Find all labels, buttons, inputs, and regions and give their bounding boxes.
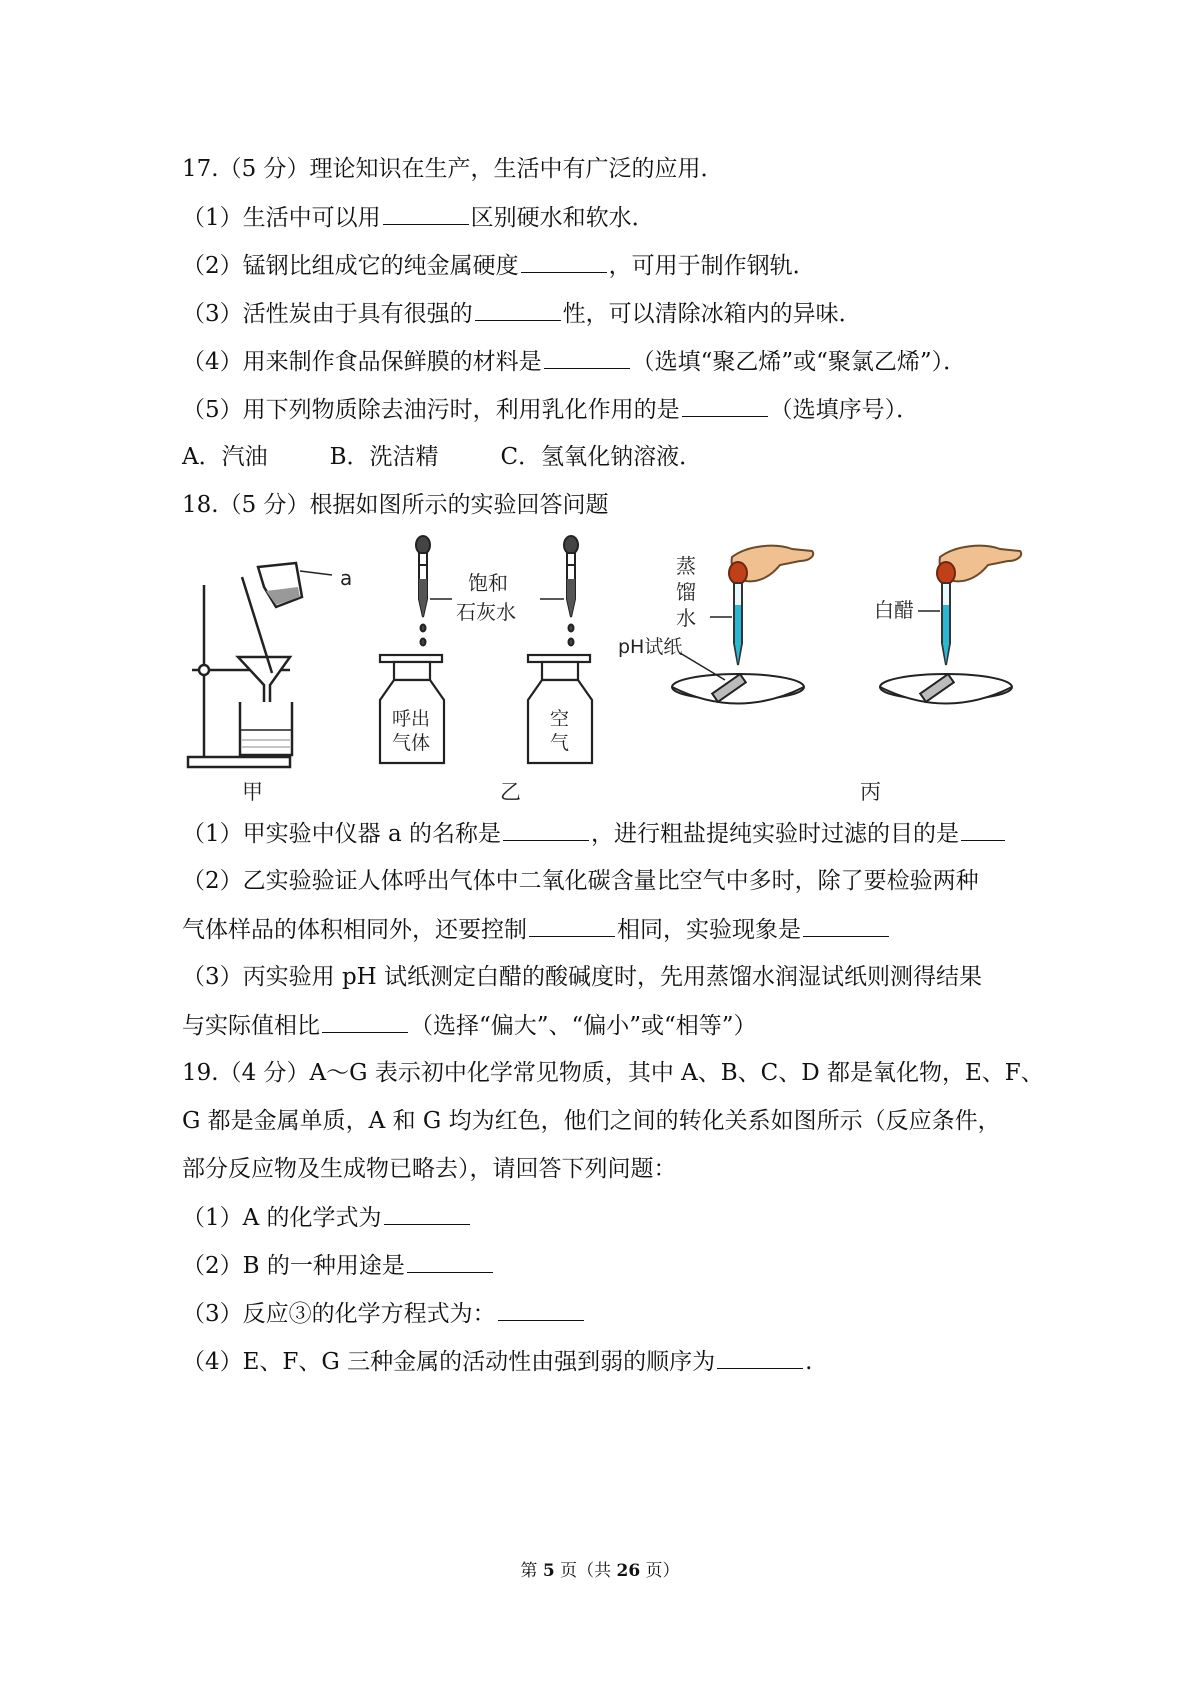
q19-item-2	[182, 1250, 495, 1281]
q18-item-3-text-a: 与实际值相比	[182, 1013, 320, 1039]
caption-jia: 甲	[242, 780, 263, 804]
answer-blank[interactable]	[407, 1250, 493, 1273]
q17-item-4-text-b: （选填“聚乙烯”或“聚氯乙烯”）．	[631, 349, 967, 375]
q17-item-3	[182, 298, 862, 329]
q17-options	[182, 442, 764, 472]
label-distilled-1: 蒸	[676, 554, 696, 578]
filtration-apparatus	[188, 563, 332, 767]
q18-item-3-text-b: （选择“偏大”、“偏小”或“相等”）	[410, 1013, 757, 1039]
q19-item-1-text: （1）A 的化学式为	[182, 1205, 382, 1231]
q18-item-3-line2	[182, 1010, 757, 1041]
q17-item-4-text-a: （4）用来制作食品保鲜膜的材料是	[182, 349, 542, 375]
q17-item-1-text-a: （1）生活中可以用	[182, 205, 381, 231]
q18-item-1-text-b: ，进行粗盐提纯实验时过滤的目的是	[590, 821, 959, 847]
q18-item-1	[182, 818, 1007, 849]
bottle-air-label-1: 空	[550, 708, 570, 730]
label-ph-paper: pH试纸	[618, 636, 683, 658]
answer-blank[interactable]	[498, 1298, 584, 1321]
q18-item-2-line1: （2）乙实验验证人体呼出气体中二氧化碳含量比空气中多时，除了要检验两种	[182, 868, 979, 894]
experiment-figure	[180, 535, 1040, 810]
q17-item-5-text-b: （选填序号）．	[769, 397, 920, 423]
page-footer	[0, 1556, 1200, 1581]
label-vinegar: 白醋	[874, 598, 914, 622]
q19-line1: 19.（4 分）A～G 表示初中化学常见物质，其中 A、B、C、D 都是氧化物，E、F、	[182, 1060, 1044, 1086]
q19-item-1	[182, 1202, 472, 1233]
label-a: a	[340, 566, 353, 590]
footer-text: 第	[520, 1561, 543, 1581]
answer-blank[interactable]	[961, 818, 1005, 841]
ph-test-right	[880, 546, 1021, 704]
q19-item-4-text-a: （4）E、F、G 三种金属的活动性由强到弱的顺序为	[182, 1349, 716, 1375]
answer-blank[interactable]	[383, 202, 469, 225]
q18-item-1-text-a: （1）甲实验中仪器 a 的名称是	[182, 821, 501, 847]
q18-item-2-text-a: 气体样品的体积相同外，还要控制	[182, 917, 527, 943]
q17-item-2-text-a: （2）锰钢比组成它的纯金属硬度	[182, 253, 519, 279]
q17-item-2	[182, 250, 816, 281]
q19-line2: G 都是金属单质，A 和 G 均为红色，他们之间的转化关系如图所示（反应条件，	[182, 1108, 1001, 1134]
q18-title: 18.（5 分）根据如图所示的实验回答问题	[182, 492, 609, 518]
q19-item-4	[182, 1346, 812, 1377]
q17-item-5-text-a: （5）用下列物质除去油污时，利用乳化作用的是	[182, 397, 680, 423]
option-a: A．汽油	[182, 444, 268, 470]
q18-item-2-text-b: 相同，实验现象是	[617, 917, 801, 943]
caption-bing: 丙	[860, 780, 881, 804]
option-c: C．氢氧化钠溶液．	[500, 444, 703, 470]
bottle-exhaled-label-1: 呼出	[392, 708, 431, 730]
answer-blank[interactable]	[384, 1202, 470, 1225]
q17-item-1-text-b: 区别硬水和软水．	[470, 205, 655, 231]
answer-blank[interactable]	[544, 346, 630, 369]
q19-item-2-text: （2）B 的一种用途是	[182, 1253, 405, 1279]
q17-item-5	[182, 394, 919, 425]
option-b: B．洗洁精	[329, 444, 439, 470]
footer-text: 页（共	[554, 1561, 617, 1581]
q19-item-4-text-b: .	[805, 1349, 813, 1375]
q17-item-3-text-b: 性，可以清除冰箱内的异味．	[562, 301, 862, 327]
answer-blank[interactable]	[529, 914, 615, 937]
answer-blank[interactable]	[521, 250, 607, 273]
footer-text: 页）	[640, 1561, 680, 1581]
q17-item-1	[182, 202, 655, 233]
answer-blank[interactable]	[717, 1346, 803, 1369]
caption-yi: 乙	[500, 780, 521, 804]
answer-blank[interactable]	[322, 1010, 408, 1033]
bottle-exhaled-label-2: 气体	[392, 732, 431, 754]
q19-item-3	[182, 1298, 586, 1329]
answer-blank[interactable]	[475, 298, 561, 321]
q18-item-2-line2	[182, 914, 891, 945]
page-number: 5	[542, 1561, 555, 1581]
answer-blank[interactable]	[503, 818, 589, 841]
q18-item-3-line1: （3）丙实验用 pH 试纸测定白醋的酸碱度时，先用蒸馏水润湿试纸则测得结果	[182, 964, 983, 990]
label-distilled-2: 馏	[676, 580, 696, 604]
page-total: 26	[616, 1561, 641, 1581]
q19-line3: 部分反应物及生成物已略去），请回答下列问题：	[182, 1156, 677, 1182]
bottle-air-label-2: 气	[550, 732, 570, 754]
q17-item-2-text-b: ，可用于制作钢轨．	[608, 253, 816, 279]
q17-item-3-text-a: （3）活性炭由于具有很强的	[182, 301, 473, 327]
label-distilled-3: 水	[676, 606, 696, 630]
answer-blank[interactable]	[682, 394, 768, 417]
label-limewater-line2: 石灰水	[456, 600, 516, 624]
label-limewater-line1: 饱和	[468, 571, 508, 595]
q17-item-4	[182, 346, 966, 377]
answer-blank[interactable]	[803, 914, 889, 937]
q17-title: 17.（5 分）理论知识在生产，生活中有广泛的应用．	[182, 156, 724, 182]
q19-item-3-text: （3）反应③的化学方程式为：	[182, 1301, 496, 1327]
